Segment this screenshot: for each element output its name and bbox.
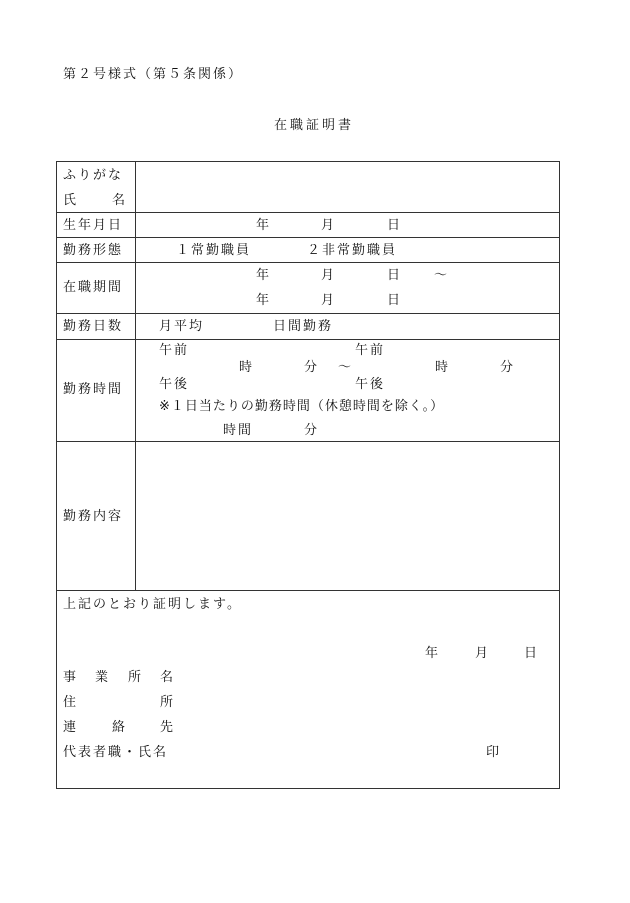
birthdate-month: 月 <box>321 218 337 233</box>
birthdate-day: 日 <box>387 218 403 233</box>
period-end-year: 年 <box>256 293 272 308</box>
end-pm-label: 午後 <box>355 377 386 392</box>
employment-type-label: 勤務形態 <box>63 243 124 258</box>
end-hour-unit: 時 <box>435 360 451 375</box>
work-content-field[interactable] <box>136 442 559 590</box>
employment-option-regular: １常勤職員 <box>176 243 252 258</box>
days-worked-label: 日間勤務 <box>273 319 334 334</box>
contact-char-2: 絡 <box>112 720 128 735</box>
row-divider <box>56 339 560 340</box>
row-divider <box>56 262 560 263</box>
start-hour-unit: 時 <box>239 360 255 375</box>
work-hours-label: 勤務時間 <box>63 382 124 397</box>
contact-char-1: 連 <box>63 720 79 735</box>
form-number: 第２号様式（第５条関係） <box>63 67 244 82</box>
end-am-label: 午前 <box>355 343 386 358</box>
certification-statement: 上記のとおり証明します。 <box>63 597 242 612</box>
birthdate-year: 年 <box>256 218 272 233</box>
daily-hours-note: ※１日当たりの勤務時間（休憩時間を除く。） <box>159 399 445 414</box>
period-label: 在職期間 <box>63 280 124 295</box>
office-name-char-4: 名 <box>160 670 176 685</box>
period-start-year: 年 <box>256 268 272 283</box>
period-end-month: 月 <box>321 293 337 308</box>
office-name-char-3: 所 <box>128 670 144 685</box>
name-label-mei: 名 <box>112 193 128 208</box>
office-name-char-2: 業 <box>95 670 111 685</box>
office-name-char-1: 事 <box>63 670 79 685</box>
row-divider <box>56 313 560 314</box>
document-title: 在職証明書 <box>274 118 355 133</box>
name-field[interactable] <box>136 162 559 212</box>
address-char-2: 所 <box>160 695 176 710</box>
cert-day: 日 <box>524 646 540 661</box>
birthdate-label: 生年月日 <box>63 218 124 233</box>
seal-mark: 印 <box>486 745 502 760</box>
name-label-shi: 氏 <box>63 193 79 208</box>
period-start-day: 日 <box>387 268 403 283</box>
hours-tilde: ～ <box>338 360 354 375</box>
cert-month: 月 <box>475 646 491 661</box>
employment-option-nonregular: ２非常勤職員 <box>307 243 398 258</box>
row-divider <box>56 237 560 238</box>
address-char-1: 住 <box>63 695 79 710</box>
period-tilde: ～ <box>434 268 450 283</box>
row-divider <box>56 212 560 213</box>
start-am-label: 午前 <box>159 343 190 358</box>
row-divider <box>56 590 560 591</box>
work-content-label: 勤務内容 <box>63 509 124 524</box>
work-days-label: 勤務日数 <box>63 319 124 334</box>
period-start-month: 月 <box>321 268 337 283</box>
monthly-average-label: 月平均 <box>159 319 205 334</box>
start-pm-label: 午後 <box>159 377 190 392</box>
end-minute-unit: 分 <box>500 360 516 375</box>
furigana-label: ふりがな <box>63 168 124 183</box>
cert-year: 年 <box>425 646 441 661</box>
daily-hours-unit: 時間 <box>223 423 254 438</box>
contact-char-3: 先 <box>160 720 176 735</box>
start-minute-unit: 分 <box>304 360 320 375</box>
representative-label: 代表者職・氏名 <box>63 745 169 760</box>
daily-minutes-unit: 分 <box>304 423 320 438</box>
period-end-day: 日 <box>387 293 403 308</box>
